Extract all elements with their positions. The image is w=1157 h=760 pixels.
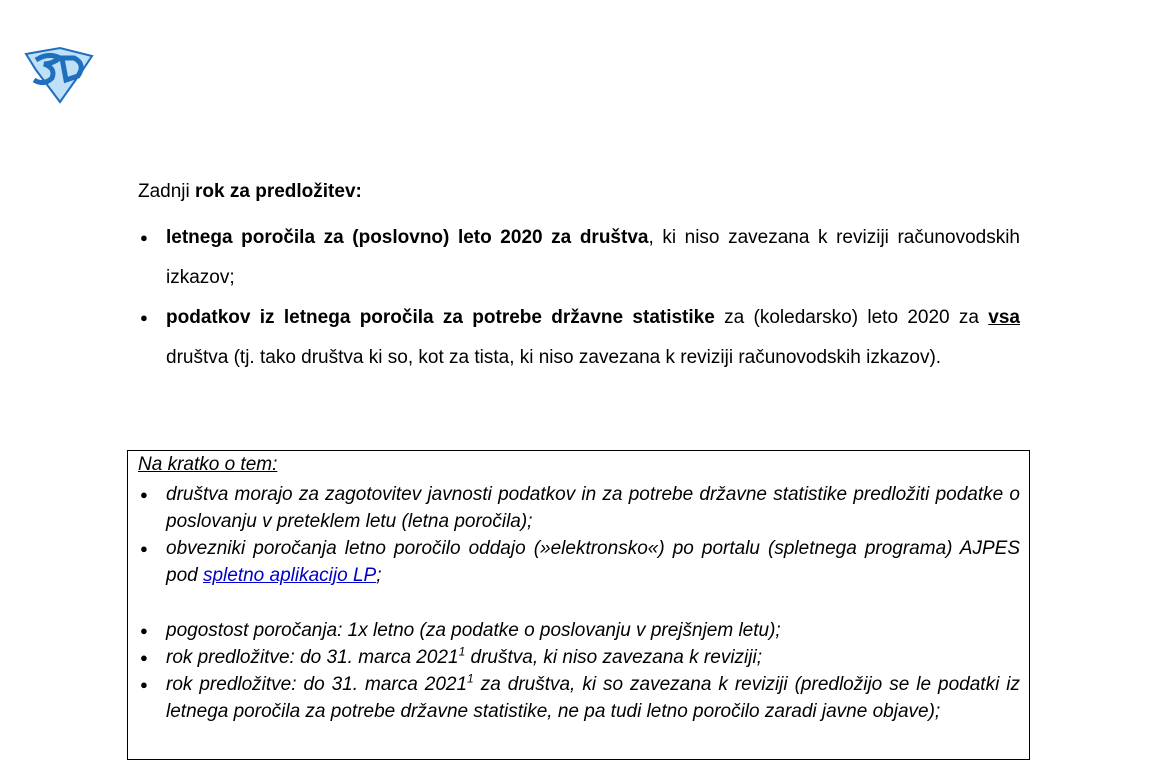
bullet-icon: ●: [140, 487, 148, 502]
footnote-ref: 1: [467, 671, 474, 686]
item2-bold: podatkov iz letnega poročila za potrebe državne statistike: [166, 307, 715, 328]
summary-list: [138, 481, 1020, 725]
item1-rest: , ki niso zavezana k reviziji računovodskih izkazov;: [166, 227, 1020, 288]
bullet-icon: ●: [140, 230, 148, 245]
item2-underlined: vsa: [988, 307, 1020, 328]
bullet-icon: ●: [140, 310, 148, 325]
deadline-intro: [138, 178, 362, 205]
summary-item-text: društva morajo za zagotovitev javnosti podatkov in za potrebe državne statistike predložiti podatke o poslovanju v preteklem letu (letna poročila);: [166, 484, 1020, 532]
item1-bold: letnega poročila za (poslovno) leto 2020 za društva: [166, 227, 649, 248]
item2-rest: društva (tj. tako društva ki so, kot za tista, ki niso zavezana k reviziji računovodskih izkazov).: [166, 347, 942, 368]
summary-item: [138, 481, 1020, 535]
bullet-icon: ●: [140, 650, 148, 665]
summary-item: [138, 617, 1020, 644]
summary-item-text: obvezniki poročanja letno poročilo oddajo (»elektronsko«) po portalu (spletnega programa) AJPES pod: [166, 538, 1020, 586]
summary-item-text: društva, ki niso zavezana k reviziji;: [465, 647, 762, 668]
intro-prefix: Zadnji: [138, 181, 196, 202]
summary-item: [138, 535, 1020, 589]
intro-bold: rok za predložitev:: [195, 181, 362, 202]
lp-app-link[interactable]: spletno aplikacijo LP: [202, 565, 377, 586]
spacer: [138, 589, 1020, 617]
bullet-icon: ●: [140, 677, 148, 692]
organization-logo: [22, 46, 96, 104]
summary-box: [127, 450, 1030, 760]
deadline-list: [138, 218, 1020, 378]
summary-item-text: pogostost poročanja: 1x letno (za podatke o poslovanju v prejšnjem letu);: [166, 620, 781, 641]
item2-mid: za (koledarsko) leto 2020 za: [714, 307, 989, 328]
summary-item: [138, 671, 1020, 725]
deadline-item-annual-report: [138, 218, 1020, 298]
summary-item-text: ;: [376, 565, 382, 586]
deadline-item-statistics: [138, 298, 1020, 378]
bullet-icon: ●: [140, 541, 148, 556]
summary-item-text: za društva, ki so zavezana k reviziji (predložijo se le podatki iz letnega poročila za potrebe državne statistike, ne pa tudi letno poročilo zaradi javne objave);: [166, 674, 1020, 722]
summary-item-text: rok predložitve: do 31. marca 2021: [166, 647, 459, 668]
summary-title: Na kratko o tem:: [138, 454, 278, 475]
footnote-ref: 1: [458, 644, 466, 659]
summary-item-text: rok predložitve: do 31. marca 2021: [166, 674, 468, 695]
bullet-icon: ●: [140, 623, 148, 638]
summary-item: [138, 644, 1020, 671]
